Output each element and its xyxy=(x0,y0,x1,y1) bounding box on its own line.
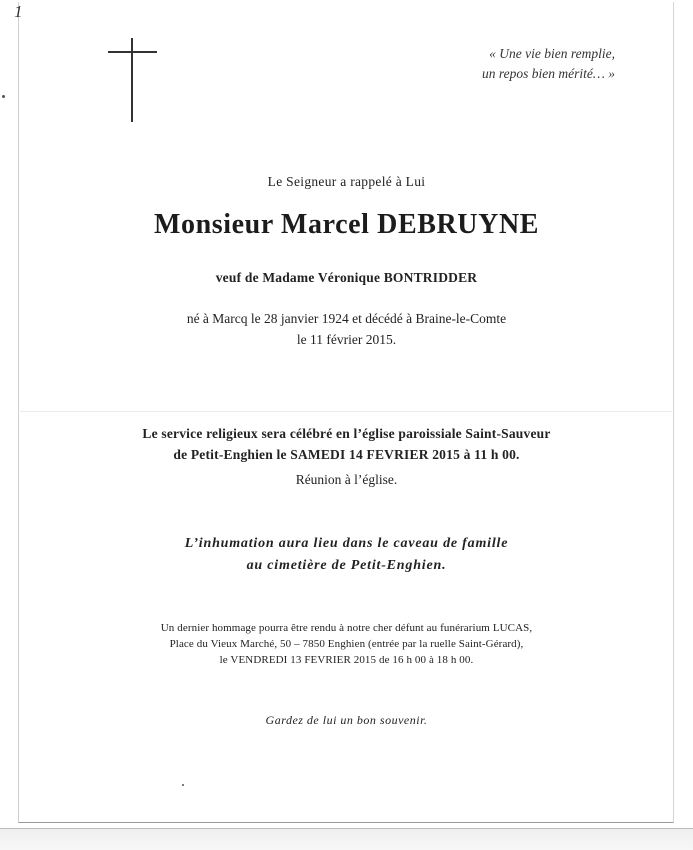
burial-block xyxy=(0,533,693,577)
service-block xyxy=(0,423,693,465)
scan-bottom-edge xyxy=(0,828,693,850)
closing-line: Gardez de lui un bon souvenir. xyxy=(265,713,428,727)
scan-speck xyxy=(2,95,5,98)
meeting-line: Réunion à l’église. xyxy=(295,472,398,487)
homage-block xyxy=(0,620,693,668)
page-frame xyxy=(18,2,674,823)
epigraph-line-2: un repos bien mérité… » xyxy=(482,66,615,81)
service-line-1: Le service religieux sera célébré en l’église paroissiale Saint-Sauveur xyxy=(142,426,551,441)
burial-line-2: au cimetière de Petit-Enghien. xyxy=(246,558,447,573)
widowhood-line: veuf de Madame Véronique BONTRIDDER xyxy=(215,270,478,285)
birth-death-line-1: né à Marcq le 28 janvier 1924 et décédé à Braine-le-Comte xyxy=(186,311,507,326)
scan-speck xyxy=(182,784,184,786)
birth-death-block xyxy=(0,308,693,350)
burial-line-1: L’inhumation aura lieu dans le caveau de famille xyxy=(184,536,509,551)
cross-icon-bar xyxy=(108,51,157,53)
homage-line-2: Place du Vieux Marché, 50 – 7850 Enghien (entrée par la ruelle Saint-Gérard), xyxy=(169,638,524,650)
epigraph-line-1: « Une vie bien remplie, xyxy=(489,46,615,61)
birth-death-line-2: le 11 février 2015. xyxy=(296,332,397,347)
service-line-2: de Petit-Enghien le SAMEDI 14 FEVRIER 2015 à 11 h 00. xyxy=(173,447,520,462)
page-number: 1 xyxy=(14,2,23,21)
homage-line-1: Un dernier hommage pourra être rendu à notre cher défunt au funérarium LUCAS, xyxy=(160,622,533,634)
announcement: Le Seigneur a rappelé à Lui xyxy=(267,174,426,189)
homage-line-3: le VENDREDI 13 FEVRIER 2015 de 16 h 00 à 18 h 00. xyxy=(219,654,474,666)
epigraph xyxy=(482,44,615,84)
deceased-name: Monsieur Marcel DEBRUYNE xyxy=(153,209,540,240)
fold-line xyxy=(18,411,672,412)
